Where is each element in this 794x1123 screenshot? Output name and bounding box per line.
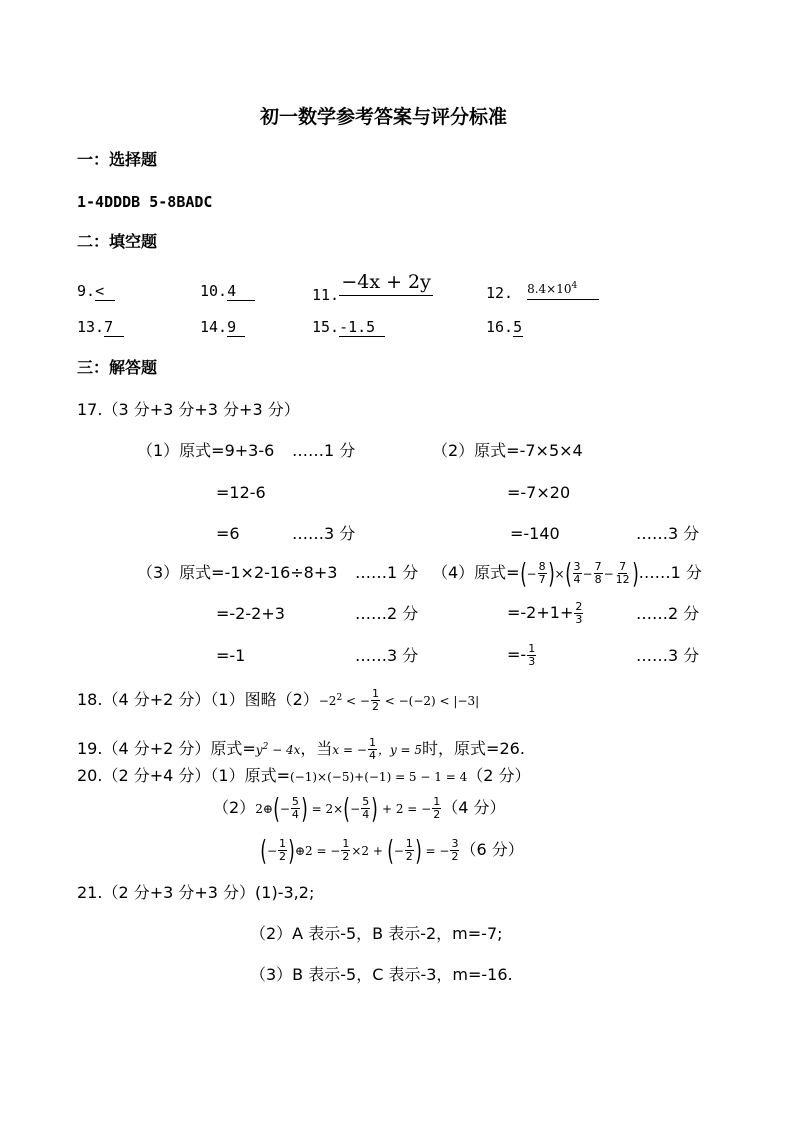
q20-line3: (− $\frac{1}{2}$ )⊕2 = − $\frac{1}{2}$ ×2 + (− $\frac{1}{2}$ ) = − $\frac{3}{2}$ （6 分）	[260, 833, 524, 867]
q12-number: 12.	[486, 284, 514, 302]
page-title: 初一数学参考答案与评分标准	[260, 106, 508, 128]
q21-line2: （2）A 表示-5，B 表示-2，m=-7;	[250, 924, 503, 943]
q20-line2: （2）2⊕(− $\frac{5}{4}$ ) = 2×(− $\frac{5}{4}$ ) + 2 = − $\frac{1}{2}$ （4 分）	[213, 791, 506, 825]
q19-line: 19.（4 分+2 分）原式$=y^2 - 4x$，当x = − $\frac{1}{4}$ ，y = 5时，原式=26.	[77, 736, 525, 762]
q17-p1-line2: =12-6	[216, 483, 266, 502]
q17-p3-mark1: ……1 分	[355, 563, 419, 582]
q17-p3-mark2: ……2 分	[355, 604, 419, 623]
q11-answer	[312, 269, 433, 304]
q10-number: 10.	[200, 282, 228, 300]
q14-answer	[200, 317, 245, 337]
q14-number: 14.	[200, 318, 228, 336]
q16-value: 5	[513, 318, 523, 336]
q17-p1-mark3: ……3 分	[292, 524, 356, 543]
q11-number: 11.	[312, 286, 340, 304]
q17-p3-line3: =-1	[216, 646, 246, 665]
q13-number: 13.	[77, 318, 105, 336]
q17-p3-line1: （3）原式=-1×2-16÷8+3	[137, 563, 338, 582]
q17-p3-mark3: ……3 分	[355, 646, 419, 665]
q17-p4-line3: =- $\frac{1}{3}$	[507, 642, 536, 668]
q20-line1: 20.（2 分+4 分）（1）原式=(−1)×(−5)+(−1) = 5 − 1 = 4（2 分）	[77, 766, 531, 785]
q17-heading: 17.（3 分+3 分+3 分+3 分）	[77, 400, 300, 419]
section-1-heading: 一：选择题	[77, 150, 158, 169]
q17-p2-line1: （2）原式=-7×5×4	[432, 441, 583, 460]
q17-p2-line2: =-7×20	[507, 483, 571, 502]
q12-answer	[486, 276, 599, 300]
q10-value: 4	[227, 282, 255, 301]
q9-answer	[77, 281, 115, 301]
q11-value: −4x + 2y	[339, 269, 433, 296]
q17-p4-mark3: ……3 分	[636, 646, 700, 665]
q21-line3: （3）B 表示-5，C 表示-3，m=-16.	[250, 965, 513, 984]
q17-p4-mark2: ……2 分	[636, 604, 700, 623]
q14-value: 9	[227, 318, 245, 337]
q16-answer	[486, 317, 523, 337]
q12-value: 8.4×10	[527, 282, 572, 296]
q15-number: 15.	[312, 318, 340, 336]
q17-p2-mark3: ……3 分	[636, 524, 700, 543]
q17-p3-line2: =-2-2+3	[216, 604, 285, 623]
q17-p4-line1: （4）原式=(− $\frac{8}{7}$ )×( $\frac{3}{4}$ − $\frac{7}{8}$ − $\frac{7}{12}$ )……1 分	[432, 556, 702, 590]
q9-value: <	[95, 282, 115, 301]
section-2-heading: 二：填空题	[77, 232, 158, 251]
q17-p4-line2: =-2+1+ $\frac{2}{3}$	[507, 600, 583, 626]
q15-value: -1.5	[339, 318, 385, 337]
q17-p1-line3: =6	[216, 524, 240, 543]
q18-line: 18.（4 分+2 分）（1）图略$(2)-2^2$ < − $\frac{1}{2}$ < −(−2) < |−3|	[77, 687, 480, 713]
q13-value: 7	[104, 318, 124, 337]
q10-answer	[200, 281, 255, 301]
mc-answers: 1-4DDDB 5-8BADC	[77, 193, 213, 211]
q15-answer	[312, 317, 385, 337]
q16-number: 16.	[486, 318, 514, 336]
q9-number: 9.	[77, 282, 96, 300]
section-3-heading: 三：解答题	[77, 358, 158, 377]
q12-exponent: 4	[571, 281, 578, 291]
q17-p1-mark1: ……1 分	[292, 441, 356, 460]
q21-heading: 21.（2 分+3 分+3 分）(1)-3,2;	[77, 883, 315, 902]
q13-answer	[77, 317, 124, 337]
q17-p2-line3: =-140	[510, 524, 560, 543]
q17-p1-line1: （1）原式=9+3-6	[137, 441, 275, 460]
